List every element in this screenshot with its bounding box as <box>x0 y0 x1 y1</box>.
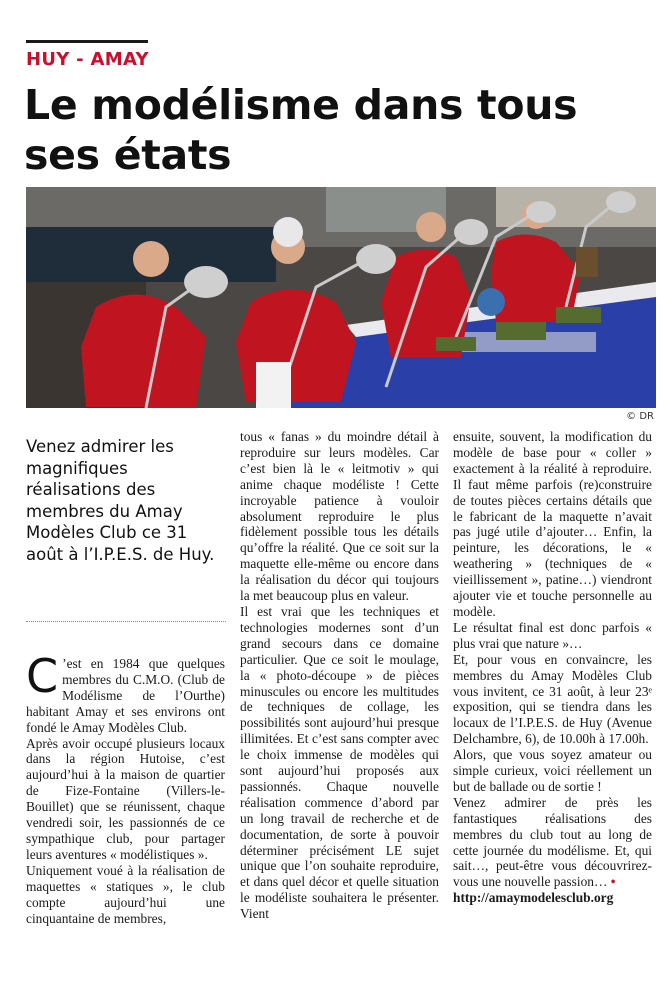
standfirst-divider <box>26 621 226 622</box>
standfirst: Venez admirer les magnifiques réalisations des membres du Amay Modèles Club ce 31 août à l’I.P.E.S. de Huy. <box>26 437 215 564</box>
dropcap: C <box>26 649 59 703</box>
paragraph-5: Le résultat final est donc parfois « plus vrai que nature »… <box>453 619 652 651</box>
section-kicker: HUY - AMAY <box>26 49 149 70</box>
photo-credit: © DR <box>626 411 654 422</box>
paragraph-1: C ’est en 1984 que quelques membres du C.M.O. (Club de Modélisme de l’Ourthe) habitant Amay et ses environs ont fondé le Amay Modèles Club. <box>26 649 225 735</box>
kicker-rule <box>26 40 148 43</box>
website-link[interactable]: http://amaymodelesclub.org <box>453 890 614 906</box>
paragraph-3-start: Uniquement voué à la réalisation de maquettes « statiques », le club compte aujourd’hui une cinquantaine de membres, <box>26 862 225 926</box>
end-mark: • <box>610 874 616 890</box>
column-1 <box>26 649 225 926</box>
paragraph-3-end: tous « fanas » du moindre détail à reproduire sur leurs modèles. Car c’est bien là le « leitmotiv » qui anime chaque modéliste ! Cette incroyable patience à vouloir absolument reproduire le plus fidèlement possible tous les détails qu’offre la réalité. Que ce soit sur la maquette elle-même ou encore dans la réalisation du décor qui toujours la met beaucoup plus en valeur. <box>240 429 439 604</box>
article-photo <box>26 187 656 408</box>
paragraph-2: Après avoir occupé plusieurs locaux dans la région Hutoise, c’est aujourd’hui à la maison de quartier de Fize-Fontaine (Villers-le-Bouillet) que se réunissent, chaque vendredi soir, les passionnés de ce sympathique club, pour partager leurs aventures « modélistiques ». <box>26 735 225 862</box>
paragraph-6: Et, pour vous en convaincre, les membres du Amay Modèles Club vous invitent, ce 31 août, à leur 23ᵉ exposition, qui se tiendra dans les locaux de l’I.P.E.S. de Huy (Avenue Delchambre, 6), de 10.00h à 17.00h. <box>453 651 652 747</box>
paragraph-7: Alors, que vous soyez amateur ou simple curieux, voici réellement un but de ballade ou de sortie ! <box>453 747 652 794</box>
headline: Le modélisme dans tous ses états <box>24 81 578 179</box>
column-3 <box>453 429 652 906</box>
paragraph-4-end: ensuite, souvent, la modification du modèle de base pour « coller » exactement à la réalité à reproduire. Il faut même parfois (re)construire de toutes pièces certains détails que le fabricant de la maquette n’avait pas jugé utile d’ajouter… Enfin, la peinture, les décorations, le « weathering » (techniques de « vieillissement », patine…) viendront ajouter vie et touche personnelle au modèle. <box>453 429 652 619</box>
paragraph-4-start: Il est vrai que les techniques et technologies modernes sont d’un grand secours dans ce domaine particulier. Que ce soit le moulage, la « photo-découpe » de pièces minuscules ou encore les multitudes de techniques de collage, les possibilités sont aujourd’hui presque illimitées. Et c’est sans compter avec le choix immense de modèles qui sont aujourd’hui proposés aux passionnés. Chaque nouvelle réalisation commence d’abord par un long travail de recherche et de documentation, de sorte à pouvoir déterminer précisément LE sujet unique que l’on souhaite reproduire, et dans quel décor et quelle situation le modéliste souhaitera le présenter. Vient <box>240 603 439 922</box>
column-2 <box>240 429 439 922</box>
paragraph-8: Venez admirer de près les fantastiques réalisations des membres du club tout au long de cette journée du modélisme. Et, qui sait…, peut-être vous découvrirez-vous une nouvelle passion… • <box>453 794 652 890</box>
